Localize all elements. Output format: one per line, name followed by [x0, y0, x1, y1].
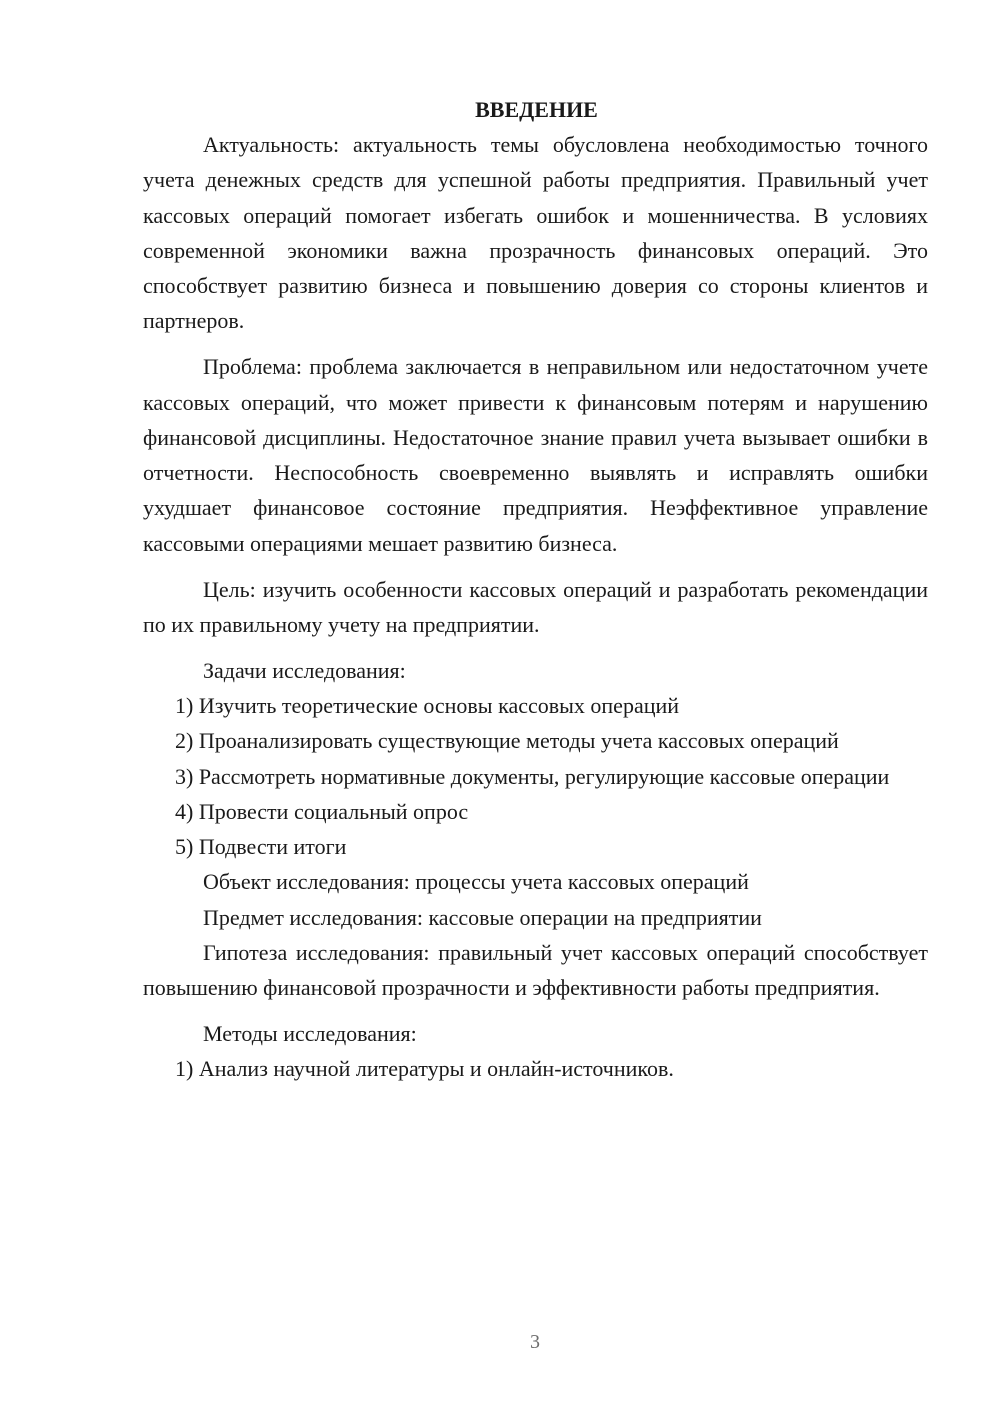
tasks-heading: Задачи исследования:	[203, 657, 406, 683]
object-line: Объект исследования: процессы учета кассовых операций	[203, 869, 749, 895]
task-item: 4) Провести социальный опрос	[175, 798, 469, 824]
goal-paragraph: Цель: изучить особенности кассовых операций и разработать рекомендации по их правильному учету на предприятии.	[143, 576, 928, 637]
problem-paragraph: Проблема: проблема заключается в неправильном или недостаточном учете кассовых операций, что может привести к финансовым потерям и нарушению финансовой дисциплины. Недостаточное знание правил учета вызывает ошибки в отчетности. Неспособность своевременно выявлять и исправлять ошибки ухудшает финансовое состояние предприятия. Неэффективное управление кассовыми операциями мешает развитию бизнеса.	[143, 354, 928, 556]
page-number: 3	[530, 1331, 540, 1353]
hypothesis-paragraph: Гипотеза исследования: правильный учет кассовых операций способствует повышению финансовой прозрачности и эффективности работы предприятия.	[143, 940, 928, 1001]
task-item: 3) Рассмотреть нормативные документы, регулирующие кассовые операции	[175, 763, 890, 789]
document-page	[143, 92, 928, 1087]
methods-heading: Методы исследования:	[203, 1021, 417, 1047]
page-title: ВВЕДЕНИЕ	[475, 97, 598, 122]
subject-line: Предмет исследования: кассовые операции на предприятии	[203, 904, 762, 930]
task-item: 5) Подвести итоги	[175, 834, 347, 860]
task-item: 2) Проанализировать существующие методы учета кассовых операций	[175, 728, 839, 754]
task-item: 1) Изучить теоретические основы кассовых операций	[175, 692, 680, 718]
method-item: 1) Анализ научной литературы и онлайн-источников.	[175, 1056, 674, 1082]
relevance-paragraph: Актуальность: актуальность темы обусловлена необходимостью точного учета денежных средств для успешной работы предприятия. Правильный учет кассовых операций помогает избегать ошибок и мошенничества. В условиях современной экономики важна прозрачность финансовых операций. Это способствует развитию бизнеса и повышению доверия со стороны клиентов и партнеров.	[143, 132, 928, 334]
